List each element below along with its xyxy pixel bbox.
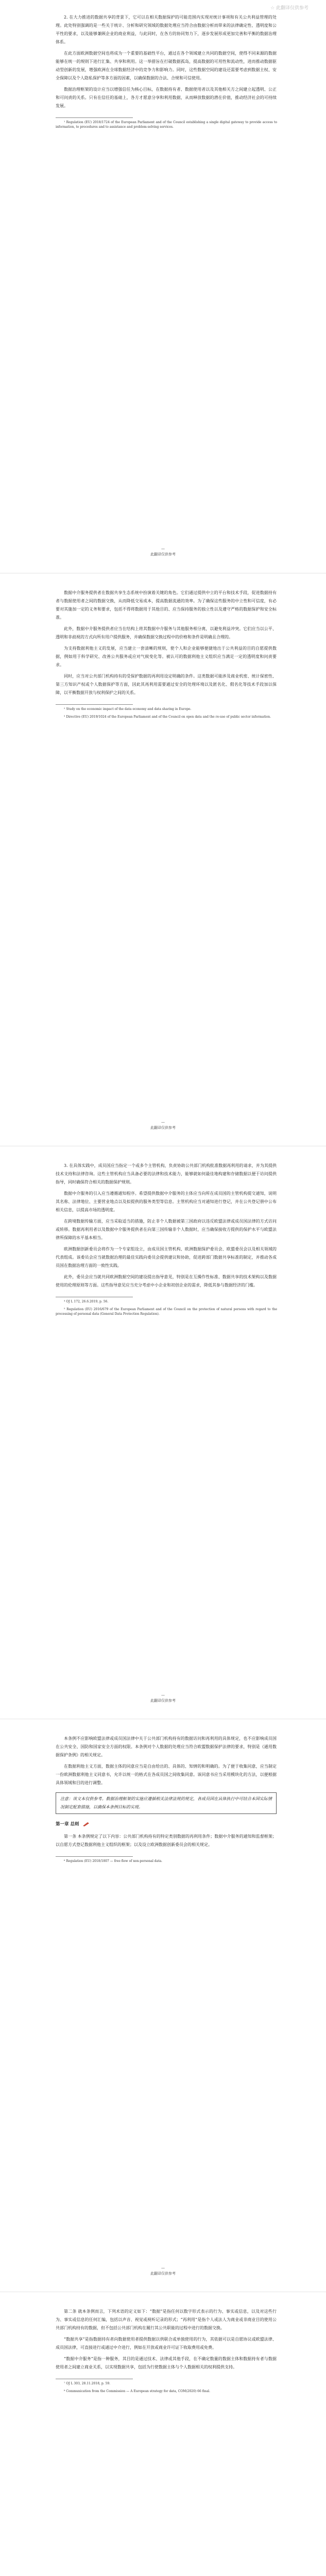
page-body [56, 1162, 277, 1316]
footnote: ⁷ OJ L 303, 28.11.2018, p. 59. [64, 2382, 111, 2385]
footnote: ¹ Regulation (EU) 2018/1724 of the European Parliament and of the Council establishing a single digital gateway to provide access to information, to procedures and to assistance and problem-solving services. [56, 121, 277, 129]
page-body [56, 589, 277, 719]
notice-box [56, 1792, 277, 1814]
footer-note: 此翻译仅供参考 [150, 1699, 176, 1703]
section-heading: 第一章 总则 [56, 1820, 277, 1828]
paragraph: 3. 在具体实践中，成员国应当指定一个或多个主管机构，负责协助公共部门机构批准数据再利用的请求，并为其提供技术支持和法律咨询。这些主管机构应当具备必要的法律和技术能力，能够就如何最佳地构建和存储数据以便于访问提供指导，同时确保符合相关的数据保护规则。 [56, 1163, 277, 1184]
paragraph: 为支持数据利他主义的发展，应当建立一套清晰的规则，使个人和企业能够便捷地出于公共利益的目的自愿提供数据，例如用于科学研究、改善公共服务或应对气候变化等。被认可的数据利他主义组织应当满足一定的透明度和问责要求。 [56, 646, 277, 667]
page-footer [0, 1120, 326, 1131]
paragraph: 数据中介服务提供者在数据共享生态系统中扮演着关键的角色。它们通过提供中立的平台和技术手段，促进数据持有者与数据使用者之间的数据交换，从而降低交易成本，提高数据流通的效率。为了确保这些服务的中立性和可信度，有必要对其施加一定的义务和要求，包括不得将数据用于其他目的、应当保持服务的独立性以及遵守严格的数据保护和安全标准。 [56, 590, 277, 620]
paragraph: 2. 在大力推进的数据共享的背景下，它可以在相关数据保护的可能范围内实现对统计事项和有关公共利益管理的处理。此处特别强调的是一些关于统计、分析和研究领域的数据处理应当符合由数据分析而带来的法律确定性、透明度和公平性的要求，以及能够兼顾企业的商业利益，与此同时，在各方的协同努力下，逐步发展形成更加完善和平衡的数据治理体系。 [56, 15, 277, 44]
footnote: ⁵ Regulation (EU) 2016/679 of the European Parliament and of the Council on the protection of natural persons with regard to the processing of personal data (General Data Protection Regulation). [56, 1308, 277, 1316]
page-footer [0, 1692, 326, 1704]
page-4 [0, 1719, 326, 2292]
footnote: ³ Directive (EU) 2019/1024 of the European Parliament and of the Council on open data and the re-use of public sector information. [64, 715, 271, 719]
paragraph: 本条例不应影响欧盟法律或成员国法律中关于公共部门机构持有的数据访问和再利用的具体规定，也不应影响成员国在公共安全、国防和国家安全方面的权限。本条例对个人数据的处理应当符合欧盟数据保护法律的要求，特别是《通用数据保护条例》的相关规定。 [56, 1736, 277, 1757]
page-number: — [161, 1693, 165, 1697]
notice-text: 注意：该文本仅供参考。数据治理框架的实施应遵循相关法律法规的规定，各成员国在具体执行中可结合本国实际情况制定配套措施，以确保本条例目标的实现。 [60, 1797, 272, 1809]
paragraph: 数据治理框架的设计应当以增强信任为核心目标，在数据持有者、数据使用者以及其他相关方之间建立起透明、公正和可问责的关系。只有在信任的基础上，各方才愿意分享和利用数据，从而释放数据的潜在价值，推动经济社会的可持续发展。 [56, 87, 277, 108]
page-number: — [161, 547, 165, 551]
page-footer [0, 2265, 326, 2277]
page-number: — [161, 1120, 165, 1124]
page-5 [0, 2292, 326, 2576]
paragraph: 欧洲数据创新委员会将作为一个专家组设立，由成员国主管机构、欧洲数据保护委员会、欧盟委员会以及相关领域的代表组成。该委员会应当就数据治理的最佳实践向委员会提供建议和协助，促进跨部门数据共享标准的制定，并推动各成员国在数据治理方面的一致性实践。 [56, 1247, 277, 1268]
page-body [56, 1735, 277, 1863]
paragraph: 第二条 就本条例而言，下列术语的定义如下：“数据”是指任何以数字形式表示的行为、事实或信息，以及对这些行为、事实或信息的任何汇编，包括以声音、视觉或视听记录的形式；“再利用”是指个人或法人为商业或非商业目的使用公共部门机构持有的数据，但不包括公共部门机构在履行其公共职能的过程中进行的数据交换。 [56, 2309, 277, 2330]
paragraph: 在跨境数据传输方面，应当采取适当的措施，防止非个人数据被第三国政府以违反欧盟法律或成员国法律的方式访问或转移。数据再利用者以及数据中介服务提供者在向第三国传输非个人数据时，应当确保接收方提供的保护水平与欧盟法律所保障的水平基本相当。 [56, 1219, 277, 1240]
page-3 [0, 1146, 326, 1719]
paragraph: 此外，数据中介服务提供者应当在结构上将其数据中介服务与其他服务相分离，以避免利益冲突。它们应当以公平、透明和非歧视的方式向所有用户提供服务，并确保数据交换过程中的价格和条件是明确且合理的。 [56, 626, 277, 639]
page-body [56, 13, 277, 129]
paragraph: 同时，应当对公共部门机构持有的受保护数据的再利用设定明确的条件。这类数据可能涉及商业机密、统计保密性、第三方知识产权或个人数据保护等方面，因此其再利用需要通过安全的处理环境以及匿名化、假名化等技术手段加以保障，以平衡数据开放与权利保护之间的关系。 [56, 674, 277, 695]
page-number: — [161, 2266, 165, 2270]
footer-note: 此翻译仅供参考 [150, 552, 176, 556]
paragraph: 第一条 本条例规定了以下内容：公共部门机构持有的特定类别数据的再利用条件；数据中介服务的通知和监督框架；以自愿方式登记数据利他主义组织的框架；以及设立欧洲数据创新委员会的相关规定。 [56, 1834, 277, 1847]
page-1 [0, 0, 326, 573]
paragraph: “数据中介服务”是指一种服务，其目的是通过技术、法律或其他手段，在不确定数量的数据主体和数据持有者与数据使用者之间建立商业关系，以实现数据共享，包括为行使数据主体与个人数据相关的权利提供支持。 [56, 2357, 277, 2369]
paragraph: 数据中介服务的引入应当遵循通知程序。希望提供数据中介服务的主体应当向所在成员国的主管机构提交通知，说明其名称、法律地位、主要营业地点以及拟提供的服务类型等信息。主管机构应当对通知进行登记，并在公共登记册中公布相关信息，以提高市场的透明度。 [56, 1191, 277, 1212]
footnote: ⁶ Regulation (EU) 2018/1807 — free flow of non-personal data. [64, 1859, 163, 1863]
footnote: ⁴ OJ L 172, 26.6.2019, p. 56. [64, 1300, 109, 1303]
page-body [56, 2308, 277, 2394]
page-2 [0, 573, 326, 1146]
pen-icon [82, 1822, 91, 1826]
footnote: ² Study on the economic impact of the data economy and data sharing in Europe. [64, 707, 192, 711]
paragraph: “数据共享”是指数据持有者向数据使用者提供数据以供联合或单独使用的行为，其依据可以是自愿协议或欧盟法律、成员国法律，可直接进行或通过中介进行，例如在开放或商业许可证下收取费用或免费。 [56, 2337, 277, 2350]
footnote: ⁸ Communication from the Commission — A European strategy for data, COM(2020) 66 final. [64, 2389, 210, 2393]
paragraph: 此外，委员会应当就共同欧洲数据空间的建设提出指导意见，特别是在互操作性标准、数据共享的技术架构以及数据使用的伦理原则等方面。这些指导意见应当充分考虑中小企业和初创企业的需求，降低其参与数据经济的门槛。 [56, 1275, 277, 1287]
paragraph: 在此方面欧洲数据空间也将成为一个重要的基础性平台，通过在各个领域建立共同的数据空间，使得不同来源的数据能够在统一的规则下进行汇集、共享和利用。这一举措旨在打破数据孤岛，提高数据的可用性和流动性，进而推动数据驱动型创新的发展，增强欧洲在全球数据经济中的竞争力和影响力。同时，这些数据空间的建设还需要考虑到数据主权、安全保障以及个人隐私保护等多方面的因素，以确保数据的合法、合规和可信使用。 [56, 51, 277, 80]
footer-note: 此翻译仅供参考 [150, 2272, 176, 2276]
footer-note: 此翻译仅供参考 [150, 1126, 176, 1130]
paragraph: 在数据利他主义方面，数据主体的同意应当是自由给出的、具体的、知情的和明确的。为了便于收集同意，应当制定一份欧洲数据利他主义同意书，允许以统一的格式在各成员国之间收集同意。该同意书应当采用模块化的方法，以便根据具体领域和目的进行调整。 [56, 1764, 277, 1785]
page-footer [0, 546, 326, 557]
watermark: ☆ 此翻译仅供参考 [270, 6, 308, 11]
